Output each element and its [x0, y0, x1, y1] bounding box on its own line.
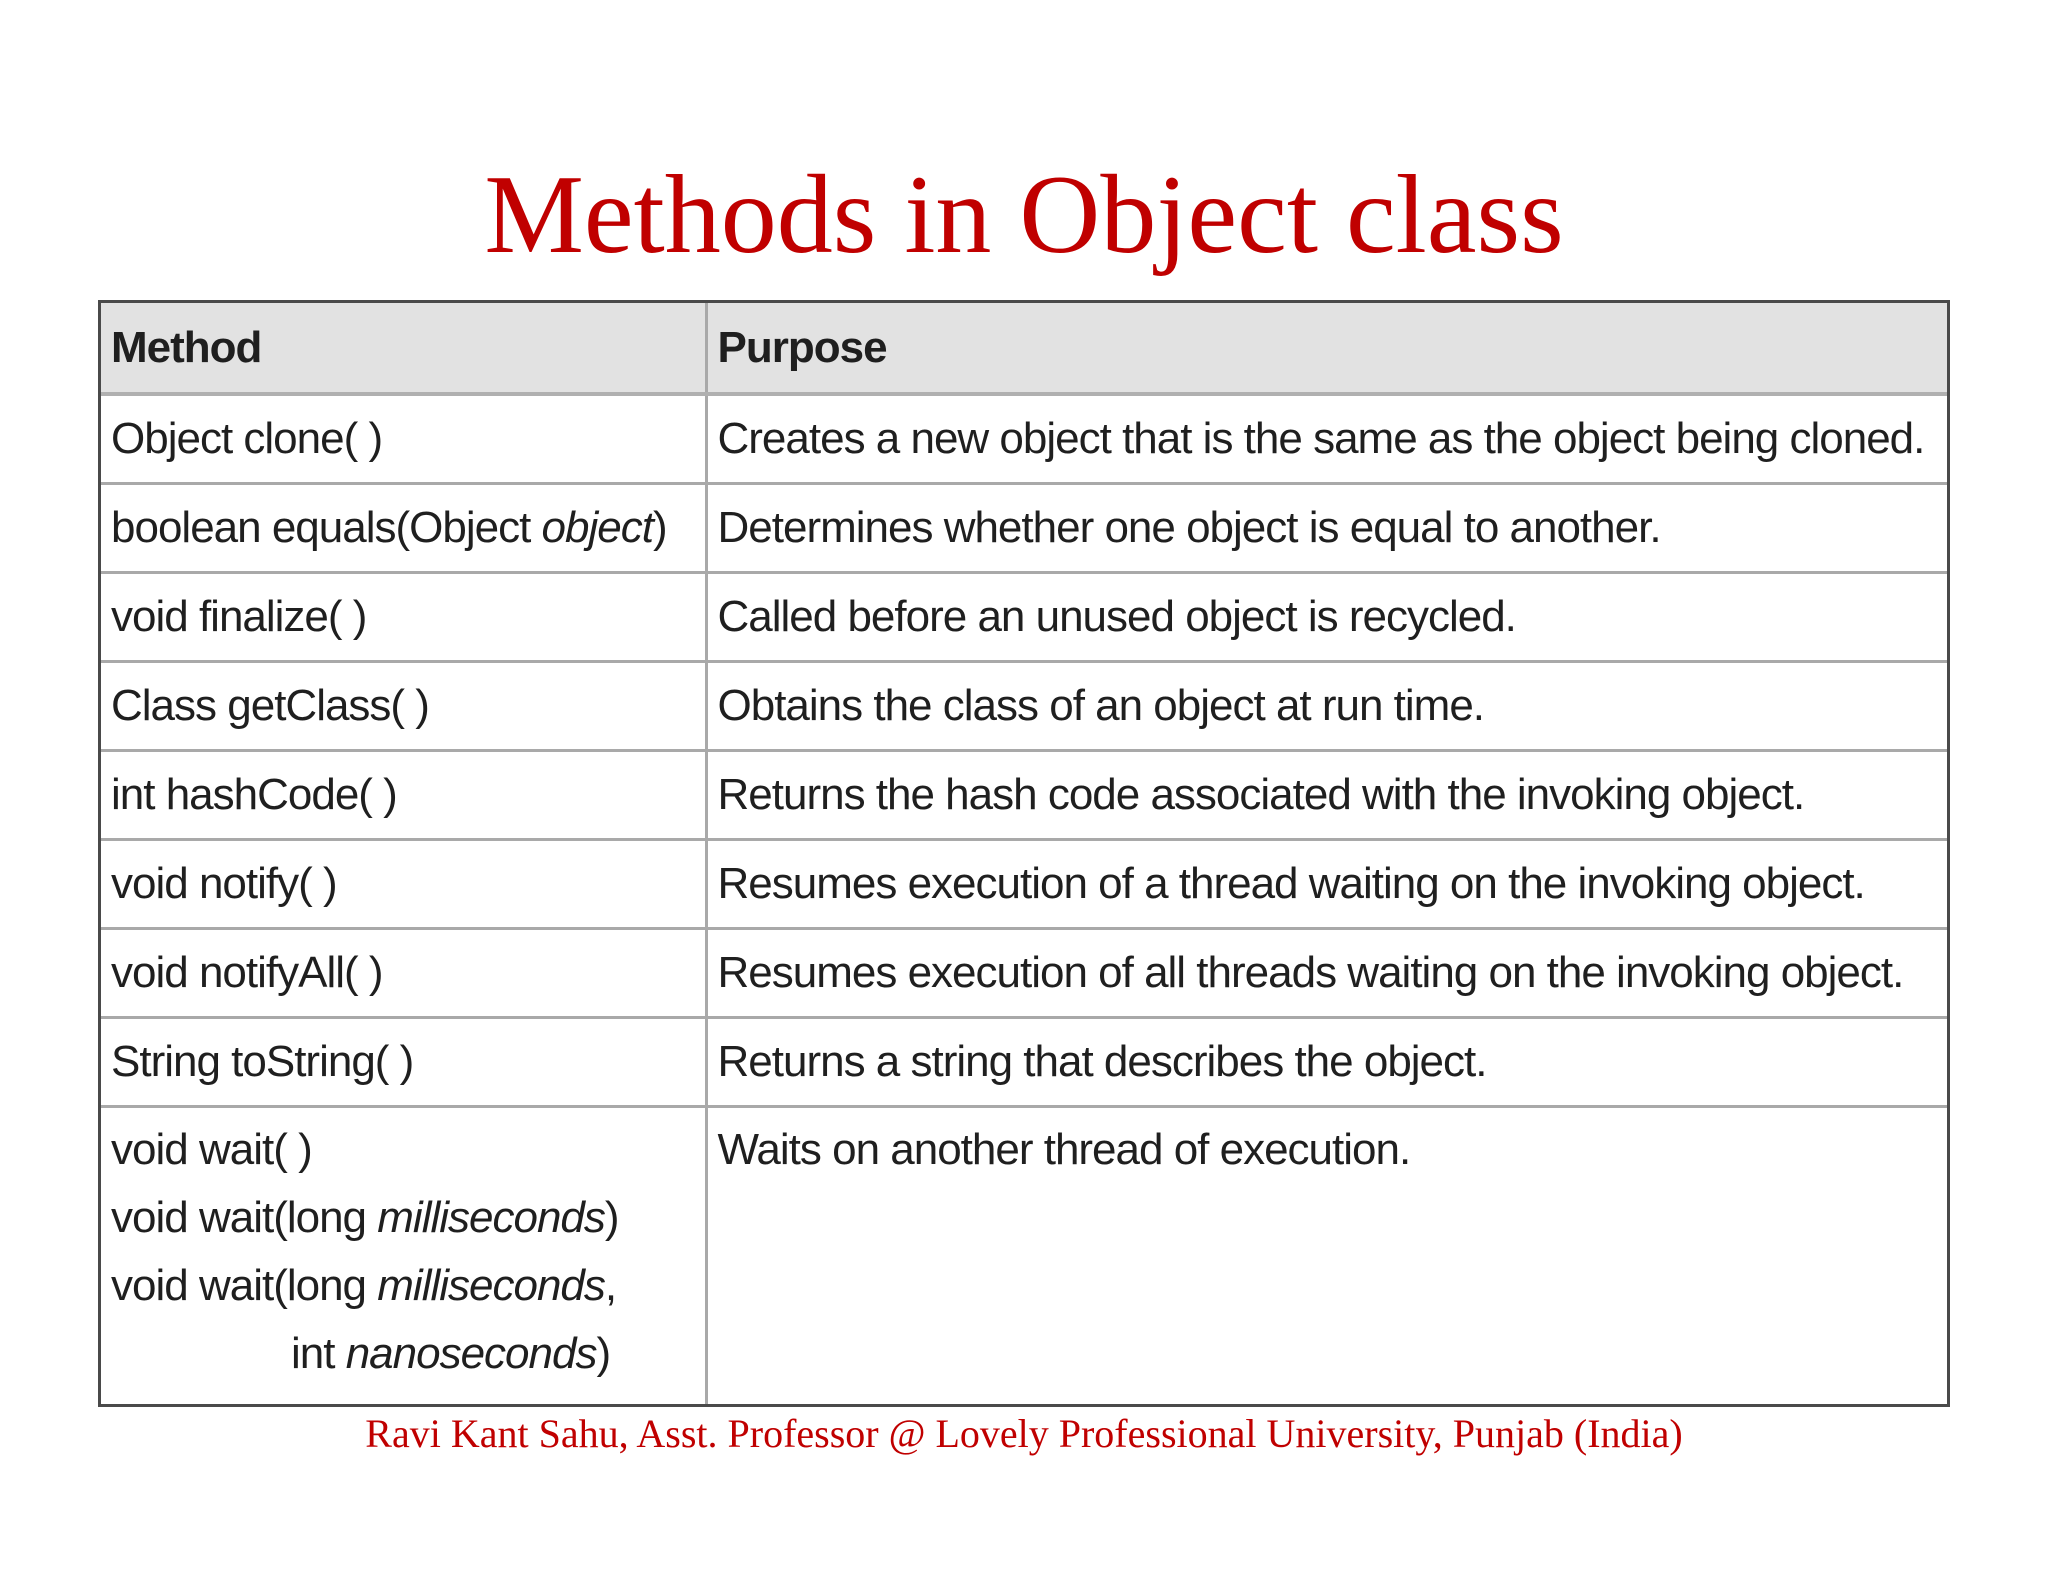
purpose-cell: Obtains the class of an object at run time.: [706, 662, 1947, 751]
table-row: [101, 484, 1947, 573]
footer-credit: Ravi Kant Sahu, Asst. Professor @ Lovely Professional University, Punjab (India): [365, 1411, 1683, 1456]
method-cell: [101, 484, 706, 573]
method-cell: void finalize( ): [101, 573, 706, 662]
method-cell: Object clone( ): [101, 394, 706, 484]
purpose-cell: Returns a string that describes the object.: [706, 1018, 1947, 1107]
wait-signature-3-suffix: ,: [604, 1261, 617, 1310]
purpose-cell: Resumes execution of a thread waiting on the invoking object.: [706, 840, 1947, 929]
purpose-cell: Determines whether one object is equal to another.: [706, 484, 1947, 573]
wait-signature-1: void wait( ): [111, 1125, 312, 1174]
method-cell: int hashCode( ): [101, 751, 706, 840]
methods-table: [98, 300, 1950, 1407]
wait-signature-2: [111, 1184, 695, 1252]
purpose-cell: Returns the hash code associated with the invoking object.: [706, 751, 1947, 840]
table-row: [101, 662, 1947, 751]
table-header-row: [101, 303, 1947, 394]
purpose-cell: Creates a new object that is the same as the object being cloned.: [706, 394, 1947, 484]
table-row: [101, 1018, 1947, 1107]
wait-signature-4-prefix: int: [291, 1329, 346, 1378]
method-signature-end: ): [652, 503, 667, 552]
parameter-name: nanoseconds: [345, 1329, 597, 1378]
method-cell: void notifyAll( ): [101, 929, 706, 1018]
method-cell: void notify( ): [101, 840, 706, 929]
wait-signature-2-prefix: void wait(long: [111, 1193, 378, 1242]
table-row: [101, 929, 1947, 1018]
table-row: [101, 751, 1947, 840]
purpose-cell: Waits on another thread of execution.: [717, 1125, 1411, 1174]
table-row: [101, 573, 1947, 662]
purpose-cell: Called before an unused object is recycled.: [706, 573, 1947, 662]
column-header-method: Method: [101, 303, 706, 394]
table-row: [101, 394, 1947, 484]
method-cell: Class getClass( ): [101, 662, 706, 751]
wait-signature-3-prefix: void wait(long: [111, 1261, 378, 1310]
column-header-purpose: Purpose: [706, 303, 1947, 394]
wait-signature-3: [111, 1252, 695, 1320]
parameter-name: milliseconds: [377, 1193, 605, 1242]
wait-signature-2-suffix: ): [604, 1193, 619, 1242]
slide-title: Methods in Object class: [484, 153, 1564, 277]
parameter-name: milliseconds: [377, 1261, 605, 1310]
wait-signature-4: [111, 1320, 695, 1388]
table-row-wait: [101, 1107, 1947, 1405]
method-cell: String toString( ): [101, 1018, 706, 1107]
method-signature: boolean equals(Object: [111, 503, 542, 552]
table-row: [101, 840, 1947, 929]
purpose-cell: Resumes execution of all threads waiting on the invoking object.: [706, 929, 1947, 1018]
wait-signature-4-suffix: ): [596, 1329, 611, 1378]
parameter-name: object: [541, 503, 653, 552]
method-cell: [101, 1107, 706, 1405]
